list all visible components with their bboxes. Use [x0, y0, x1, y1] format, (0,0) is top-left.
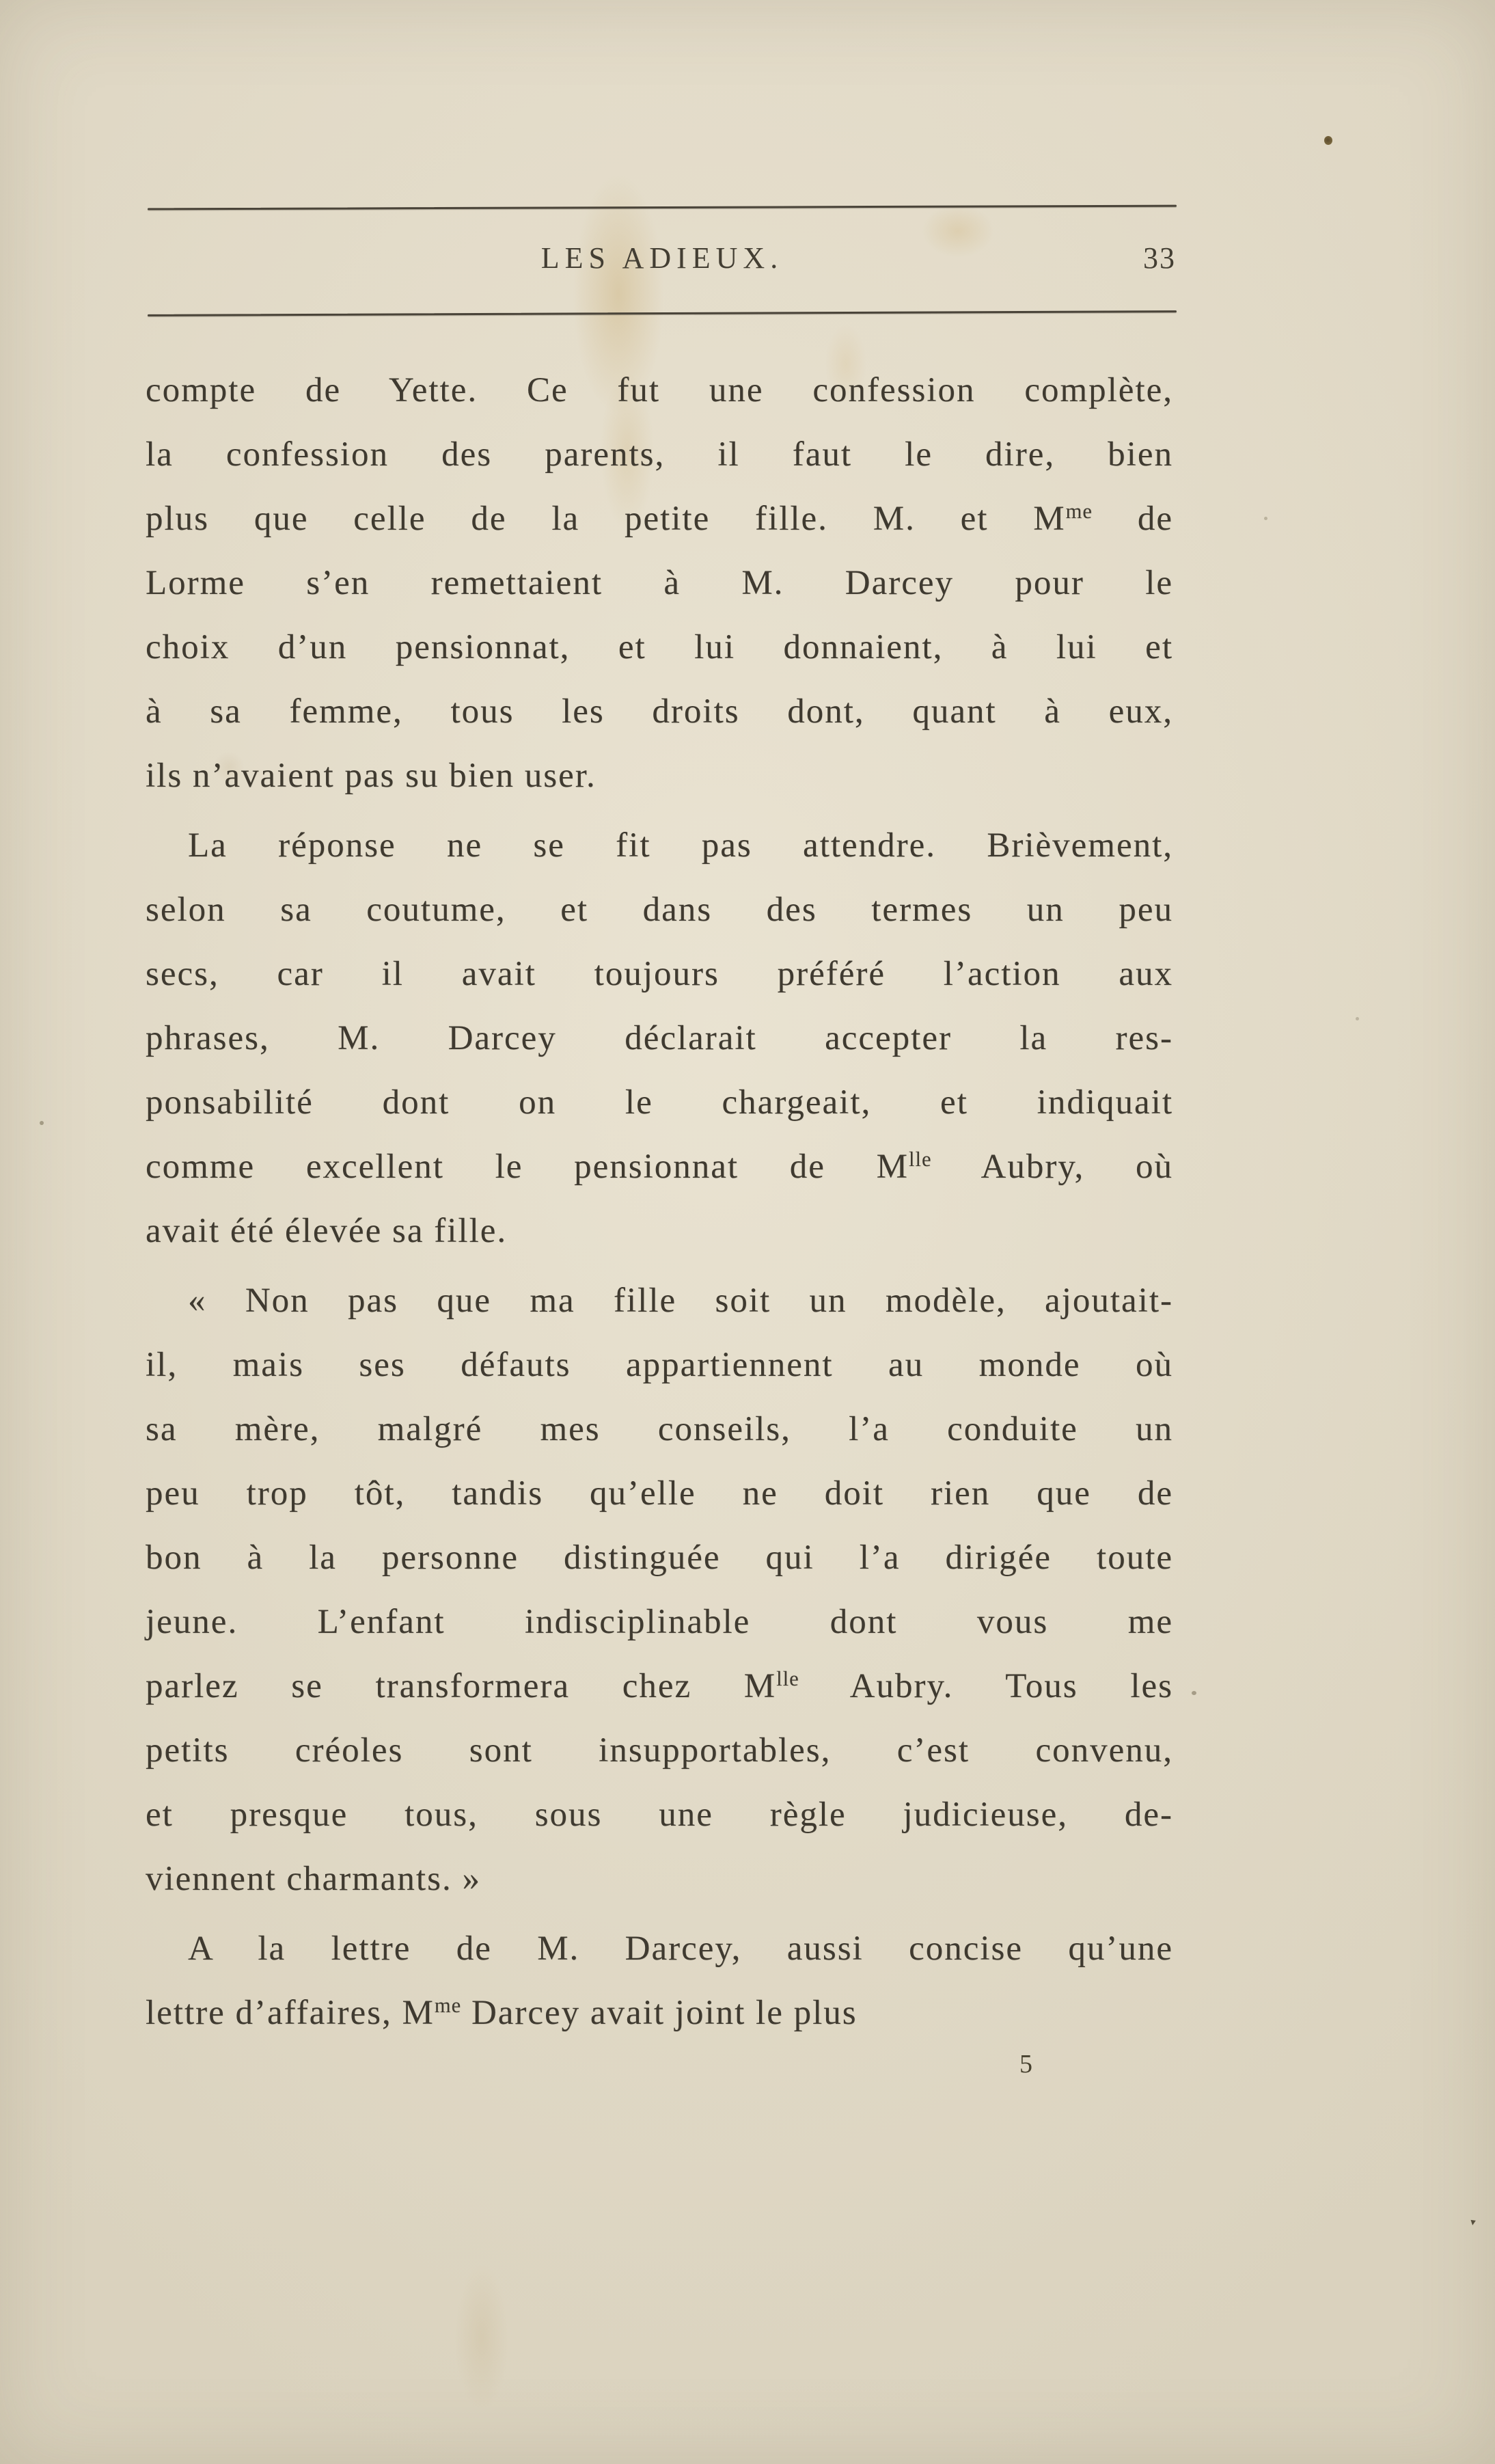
text-line: secs, car il avait toujours préféré l’action aux — [146, 955, 1173, 993]
text-line: La réponse ne se fit pas attendre. Brièvement, — [188, 826, 1173, 865]
paragraph — [146, 1917, 1173, 2045]
text-line: et presque tous, sous une règle judicieuse, de- — [146, 1796, 1173, 1834]
running-title: LES ADIEUX. — [540, 241, 784, 275]
text-line: bon à la personne distinguée qui l’a dirigée toute — [146, 1539, 1173, 1577]
text-line: choix d’un pensionnat, et lui donnaient, à lui et — [146, 628, 1173, 666]
signature-mark: 5 — [1019, 2050, 1032, 2079]
superscript: me — [434, 1994, 462, 2017]
paragraph — [146, 1269, 1173, 1911]
text-line: lettre d’affaires, $M^{me}$ Darcey avait joint le plus — [146, 1994, 858, 2032]
ink-speck — [1192, 1691, 1196, 1695]
text-line: plus que celle de la petite fille. M. et $M^{me}$ de — [146, 500, 1173, 538]
header-rule-bottom — [148, 310, 1177, 316]
text-line: petits créoles sont insupportables, c’est convenu, — [146, 1731, 1173, 1770]
ink-speck — [40, 1121, 44, 1125]
paragraph — [146, 358, 1173, 808]
text-line: parlez se transformera chez $M^{lle}$ Aubry. Tous les — [146, 1667, 1173, 1705]
text-line: A la lettre de M. Darcey, aussi concise qu’une — [188, 1930, 1173, 1968]
text-line: selon sa coutume, et dans des termes un peu — [146, 891, 1173, 929]
text-line: ils n’avaient pas su bien user. — [146, 757, 596, 795]
text-line: phrases, M. Darcey déclarait accepter la res- — [146, 1019, 1173, 1057]
ink-speck — [1264, 517, 1267, 520]
text-line: avait été élevée sa fille. — [146, 1212, 508, 1250]
superscript: lle — [776, 1667, 799, 1690]
text-line: ponsabilité dont on le chargeait, et indiquait — [146, 1083, 1173, 1122]
text-line: « Non pas que ma fille soit un modèle, ajoutait- — [188, 1282, 1173, 1320]
text-line: peu trop tôt, tandis qu’elle ne doit rien que de — [146, 1474, 1173, 1513]
text-line: viennent charmants. » — [146, 1860, 481, 1898]
text-line: il, mais ses défauts appartiennent au monde où — [146, 1346, 1173, 1384]
ink-speck — [1356, 1017, 1359, 1020]
text-line: compte de Yette. Ce fut une confession complète, — [146, 371, 1173, 409]
text-line: à sa femme, tous les droits dont, quant à eux, — [146, 692, 1173, 731]
page-number: 33 — [1143, 241, 1176, 275]
text-body — [146, 358, 1173, 2045]
text-line: sa mère, malgré mes conseils, l’a conduite un — [146, 1410, 1173, 1448]
text-line: la confession des parents, il faut le dire, bien — [146, 435, 1173, 474]
superscript: lle — [909, 1148, 932, 1171]
running-head — [147, 241, 1177, 276]
text-line: comme excellent le pensionnat de $M^{lle}$ Aubry, où — [146, 1148, 1173, 1186]
superscript: me — [1065, 500, 1093, 523]
header-rule-top — [148, 205, 1177, 211]
text-line: jeune. L’enfant indisciplinable dont vous me — [146, 1603, 1173, 1641]
text-line: Lorme s’en remettaient à M. Darcey pour le — [146, 564, 1173, 602]
paragraph — [146, 813, 1173, 1263]
ink-spot — [1324, 136, 1332, 145]
edge-ink-mark: ▾ — [1469, 2215, 1477, 2229]
